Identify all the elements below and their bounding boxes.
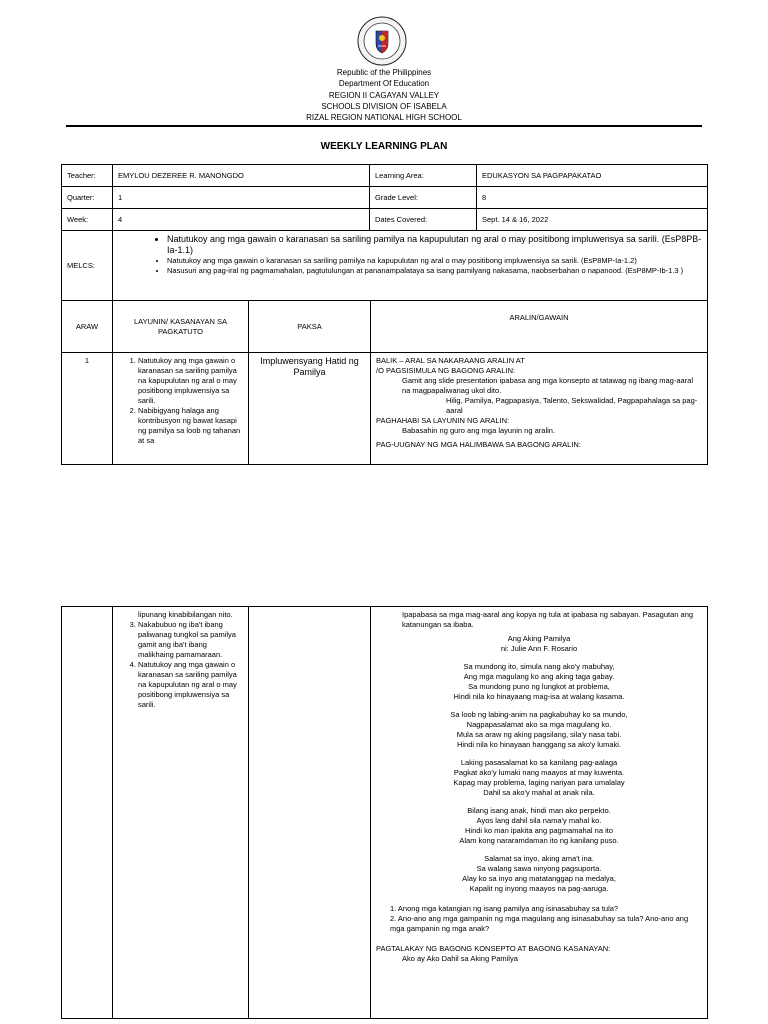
poem-line: Nagpapasalamat ako sa mga magulang ko.: [466, 720, 612, 729]
activity-text: Gamit ang slide presentation ipabasa ang mga konsepto at tatawag ng ibang mag-aaral na magpapaliwanag ukol dito.: [402, 376, 694, 395]
poem-line: Hindi nila ko hinayaang mag-isa at walang kasama.: [453, 692, 625, 701]
dates-covered-value: Sept. 14 & 16, 2022: [477, 209, 708, 231]
poem-stanza: [376, 806, 702, 846]
objectives-cell-continued: [113, 607, 249, 1019]
poem-line: Pagkat ako'y lumaki nang maayos at may kuwenta.: [453, 768, 625, 777]
poem-stanza: [376, 710, 702, 750]
objectives-list-continued: [118, 620, 243, 710]
grade-level-label: Grade Level:: [370, 187, 477, 209]
question-item: 1. Anong mga katangian ng isang pamilya ang isinasabuhay sa tula?: [390, 904, 619, 913]
teacher-value: EMYLOU DEZEREE R. MANONGDO: [113, 165, 370, 187]
melcs-list: [153, 234, 702, 276]
poem-stanza: [376, 854, 702, 894]
dates-covered-label: Dates Covered:: [370, 209, 477, 231]
header-department: Department Of Education: [338, 79, 430, 88]
poem-line: Laking pasasalamat ko sa kanilang pag-aalaga: [460, 758, 618, 767]
col-layunin: LAYUNIN/ KASANAYAN SA PAGKATUTO: [113, 301, 249, 353]
poem-line: Hindi nila ko hinayaan hanggang sa ako'y lumaki.: [456, 740, 622, 749]
activities-cell: [371, 353, 708, 465]
melcs-list-cell: [113, 231, 708, 301]
poem-line: Ayos lang dahil sila nama'y mahal ko.: [476, 816, 602, 825]
poem-line: Bilang isang anak, hindi man ako perpekto.: [467, 806, 611, 815]
poem-stanza: [376, 758, 702, 798]
page-title: WEEKLY LEARNING PLAN: [320, 141, 448, 152]
poem-line: Sa mundong puno ng lungkot at problema,: [468, 682, 610, 691]
lesson-table-continued: [61, 606, 708, 1019]
poem-line: Kapalit ng inyong maayos na pag-aaruga.: [469, 884, 609, 893]
col-araw: ARAW: [62, 301, 113, 353]
poem-line: Hindi ko man ipakita ang pagmamahal na ito: [464, 826, 613, 835]
objective-continued: lipunang kinabibilangan nito.: [138, 610, 233, 619]
header-divider: [66, 125, 702, 127]
melc-item: • Natutukoy ang mga gawain o karanasan sa sariling pamilya na kapupulutan ng aral o may positibong impluwensiya sa sarili. (EsP8MP-Ia-1.2): [167, 256, 702, 266]
day-number: 1: [62, 353, 113, 465]
day-cell-empty: [62, 607, 113, 1019]
poem-line: Sa mundong ito, simula nang ako'y mabuhay,: [463, 662, 615, 671]
col-aralin: ARALIN/GAWAIN: [371, 301, 708, 353]
melc-item: • Nasusuri ang pag-iral ng pagmamahalan, pagtutulungan at pananampalataya sa isang pamilyang nakasama, naobserbahan o napanood. (EsP8MP-Ib-1.3 ): [167, 266, 702, 276]
paksa-value: Impluwensyang Hatid ng Pamilya: [249, 353, 371, 465]
poem: [376, 634, 702, 894]
objectives-cell: [113, 353, 249, 465]
question-item: 2. Ano-ano ang mga gampanin ng mga magulang ang isinasabuhay sa tula? Ano-ano ang mga gampanin ng mga anak?: [390, 914, 689, 933]
header-country: Republic of the Philippines: [336, 68, 432, 77]
info-table: [61, 164, 708, 301]
activity-heading: PAG-UUGNAY NG MGA HALIMBAWA SA BAGONG ARALIN:: [376, 440, 581, 449]
col-paksa: PAKSA: [249, 301, 371, 353]
poem-instructions: Ipapabasa sa mga mag-aaral ang kopya ng tula at ipabasa ng sabayan. Pasagutan ang katanungan sa ibaba.: [402, 610, 694, 629]
poem-line: Dahil sa ako'y mahal at anak nila.: [483, 788, 595, 797]
info-grid: [61, 164, 707, 465]
poem-stanza: [376, 662, 702, 702]
paksa-cell-empty: [249, 607, 371, 1019]
poem-line: Ang mga magulang ko ang aking taga gabay.: [463, 672, 615, 681]
quarter-label: Quarter:: [62, 187, 113, 209]
week-value: 4: [113, 209, 370, 231]
header-division: SCHOOLS DIVISION OF ISABELA: [321, 102, 447, 111]
learning-area-value: EDUKASYON SA PAGPAPAKATAO: [477, 165, 708, 187]
section-subheading: Ako ay Ako Dahil sa Aking Pamilya: [402, 954, 518, 963]
week-label: Week:: [62, 209, 113, 231]
poem-author: ni: Julie Ann F. Rosario: [500, 644, 578, 653]
poem-line: Kapag may problema, laging nariyan para umalalay: [453, 778, 625, 787]
poem-title: Ang Aking Pamilya: [507, 634, 571, 643]
poem-line: Sa loob ng labing-anim na pagkabuhay ko sa mundo,: [450, 710, 628, 719]
header-region: REGION II CAGAYAN VALLEY: [328, 91, 440, 100]
grade-level-value: 8: [477, 187, 708, 209]
activity-heading: BALIK – ARAL SA NAKARAANG ARALIN AT: [376, 356, 525, 365]
activity-text: Hilig, Pamilya, Pagpapasiya, Talento, Sekswalidad, Pagpapahalaga sa pag-aaral: [446, 396, 698, 415]
learning-area-label: Learning Area:: [370, 165, 477, 187]
activity-heading: PAGHAHABI SA LAYUNIN NG ARALIN:: [376, 416, 510, 425]
poem-line: Alam kong nararamdaman ito ng kanilang puso.: [459, 836, 619, 845]
activity-text: Babasahin ng guro ang mga layunin ng aralin.: [402, 426, 556, 435]
poem-line: Sa walang sawa ninyong pagsuporta.: [476, 864, 602, 873]
activity-heading: /O PAGSISIMULA NG BAGONG ARALIN:: [376, 366, 516, 375]
header-school: RIZAL REGION NATIONAL HIGH SCHOOL: [306, 113, 462, 122]
section-heading: PAGTALAKAY NG BAGONG KONSEPTO AT BAGONG KASANAYAN:: [376, 944, 611, 953]
poem-line: Mula sa araw ng aking pagsilang, sila'y nasa tabi.: [456, 730, 622, 739]
melc-item: • Natutukoy ang mga gawain o karanasan sa sariling pamilya na kapupulutan ng aral o may positibong impluwensya sa sarili. (EsP8PB-Ia-1.1): [167, 234, 702, 256]
objective-item: 4. Natutukoy ang mga gawain o karanasan sa sariling pamilya na kapupulutan ng aral o may positibong impluwensiya sa sarili.: [138, 660, 243, 710]
poem-line: Salamat sa inyo, aking ama't ina.: [484, 854, 594, 863]
quarter-value: 1: [113, 187, 370, 209]
lesson-table-top: [61, 300, 708, 465]
deped-seal-icon: [357, 16, 407, 66]
objective-item: 1. Natutukoy ang mga gawain o karanasan sa sariling pamilya na kapupulutan ng aral o may positibong impluwensiya sa sarili.: [138, 356, 243, 406]
objective-item: 3. Nakabubuo ng iba't ibang paliwanag tungkol sa pamilya gamit ang iba't ibang malikhaing pamamaraan.: [138, 620, 243, 660]
melcs-label: MELCS:: [62, 231, 113, 301]
activities-cell-continued: [371, 607, 708, 1019]
objective-item: 2. Nabibigyang halaga ang kontribusyon ng bawat kasapi ng pamilya sa loob ng tahanan at sa: [138, 406, 243, 446]
objectives-list: [118, 356, 243, 446]
teacher-label: Teacher:: [62, 165, 113, 187]
poem-line: Alay ko sa inyo ang matatanggap na medalya,: [462, 874, 616, 883]
